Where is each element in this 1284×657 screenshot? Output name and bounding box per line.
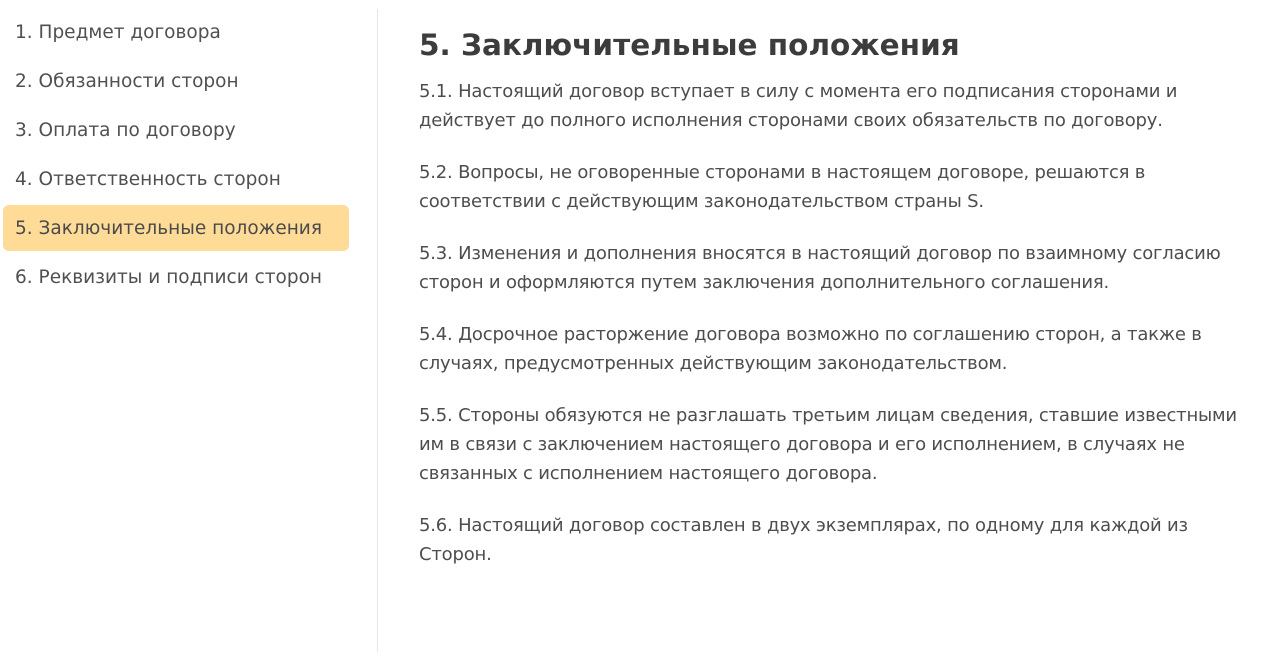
sidebar-item-final-provisions[interactable]: 5. Заключительные положения <box>3 205 349 251</box>
sidebar <box>0 0 377 657</box>
sidebar-item-payment[interactable]: 3. Оплата по договору <box>15 119 236 141</box>
sidebar-item-subject[interactable]: 1. Предмет договора <box>15 21 221 43</box>
sidebar-item-obligations[interactable]: 2. Обязанности сторон <box>15 70 239 92</box>
page-title: 5. Заключительные положения <box>419 28 960 62</box>
sidebar-nav <box>3 9 349 303</box>
main-content <box>419 22 1264 592</box>
clause-5-4: 5.4. Досрочное расторжение договора возможно по соглашению сторон, а также в случаях, предусмотренных действующим законодательством. <box>419 324 1202 374</box>
clause-5-3: 5.3. Изменения и дополнения вносятся в настоящий договор по взаимному согласию сторон и оформляются путем заключения дополнительного соглашения. <box>419 243 1221 293</box>
clause-5-5: 5.5. Стороны обязуются не разглашать третьим лицам сведения, ставшие известными им в связи с заключением настоящего договора и его исполнением, в случаях не связанных с исполнением настоящего договора. <box>419 405 1237 484</box>
clause-5-2: 5.2. Вопросы, не оговоренные сторонами в настоящем договоре, решаются в соответствии с действующим законодательством страны S. <box>419 162 1146 212</box>
sidebar-item-liability[interactable]: 4. Ответственность сторон <box>15 168 281 190</box>
sidebar-item-requisites[interactable]: 6. Реквизиты и подписи сторон <box>15 266 323 288</box>
sidebar-divider <box>377 9 378 652</box>
clause-5-6: 5.6. Настоящий договор составлен в двух экземплярах, по одному для каждой из Сторон. <box>419 515 1188 565</box>
clause-5-1: 5.1. Настоящий договор вступает в силу с момента его подписания сторонами и действует до полного исполнения сторонами своих обязательств по договору. <box>419 81 1178 131</box>
